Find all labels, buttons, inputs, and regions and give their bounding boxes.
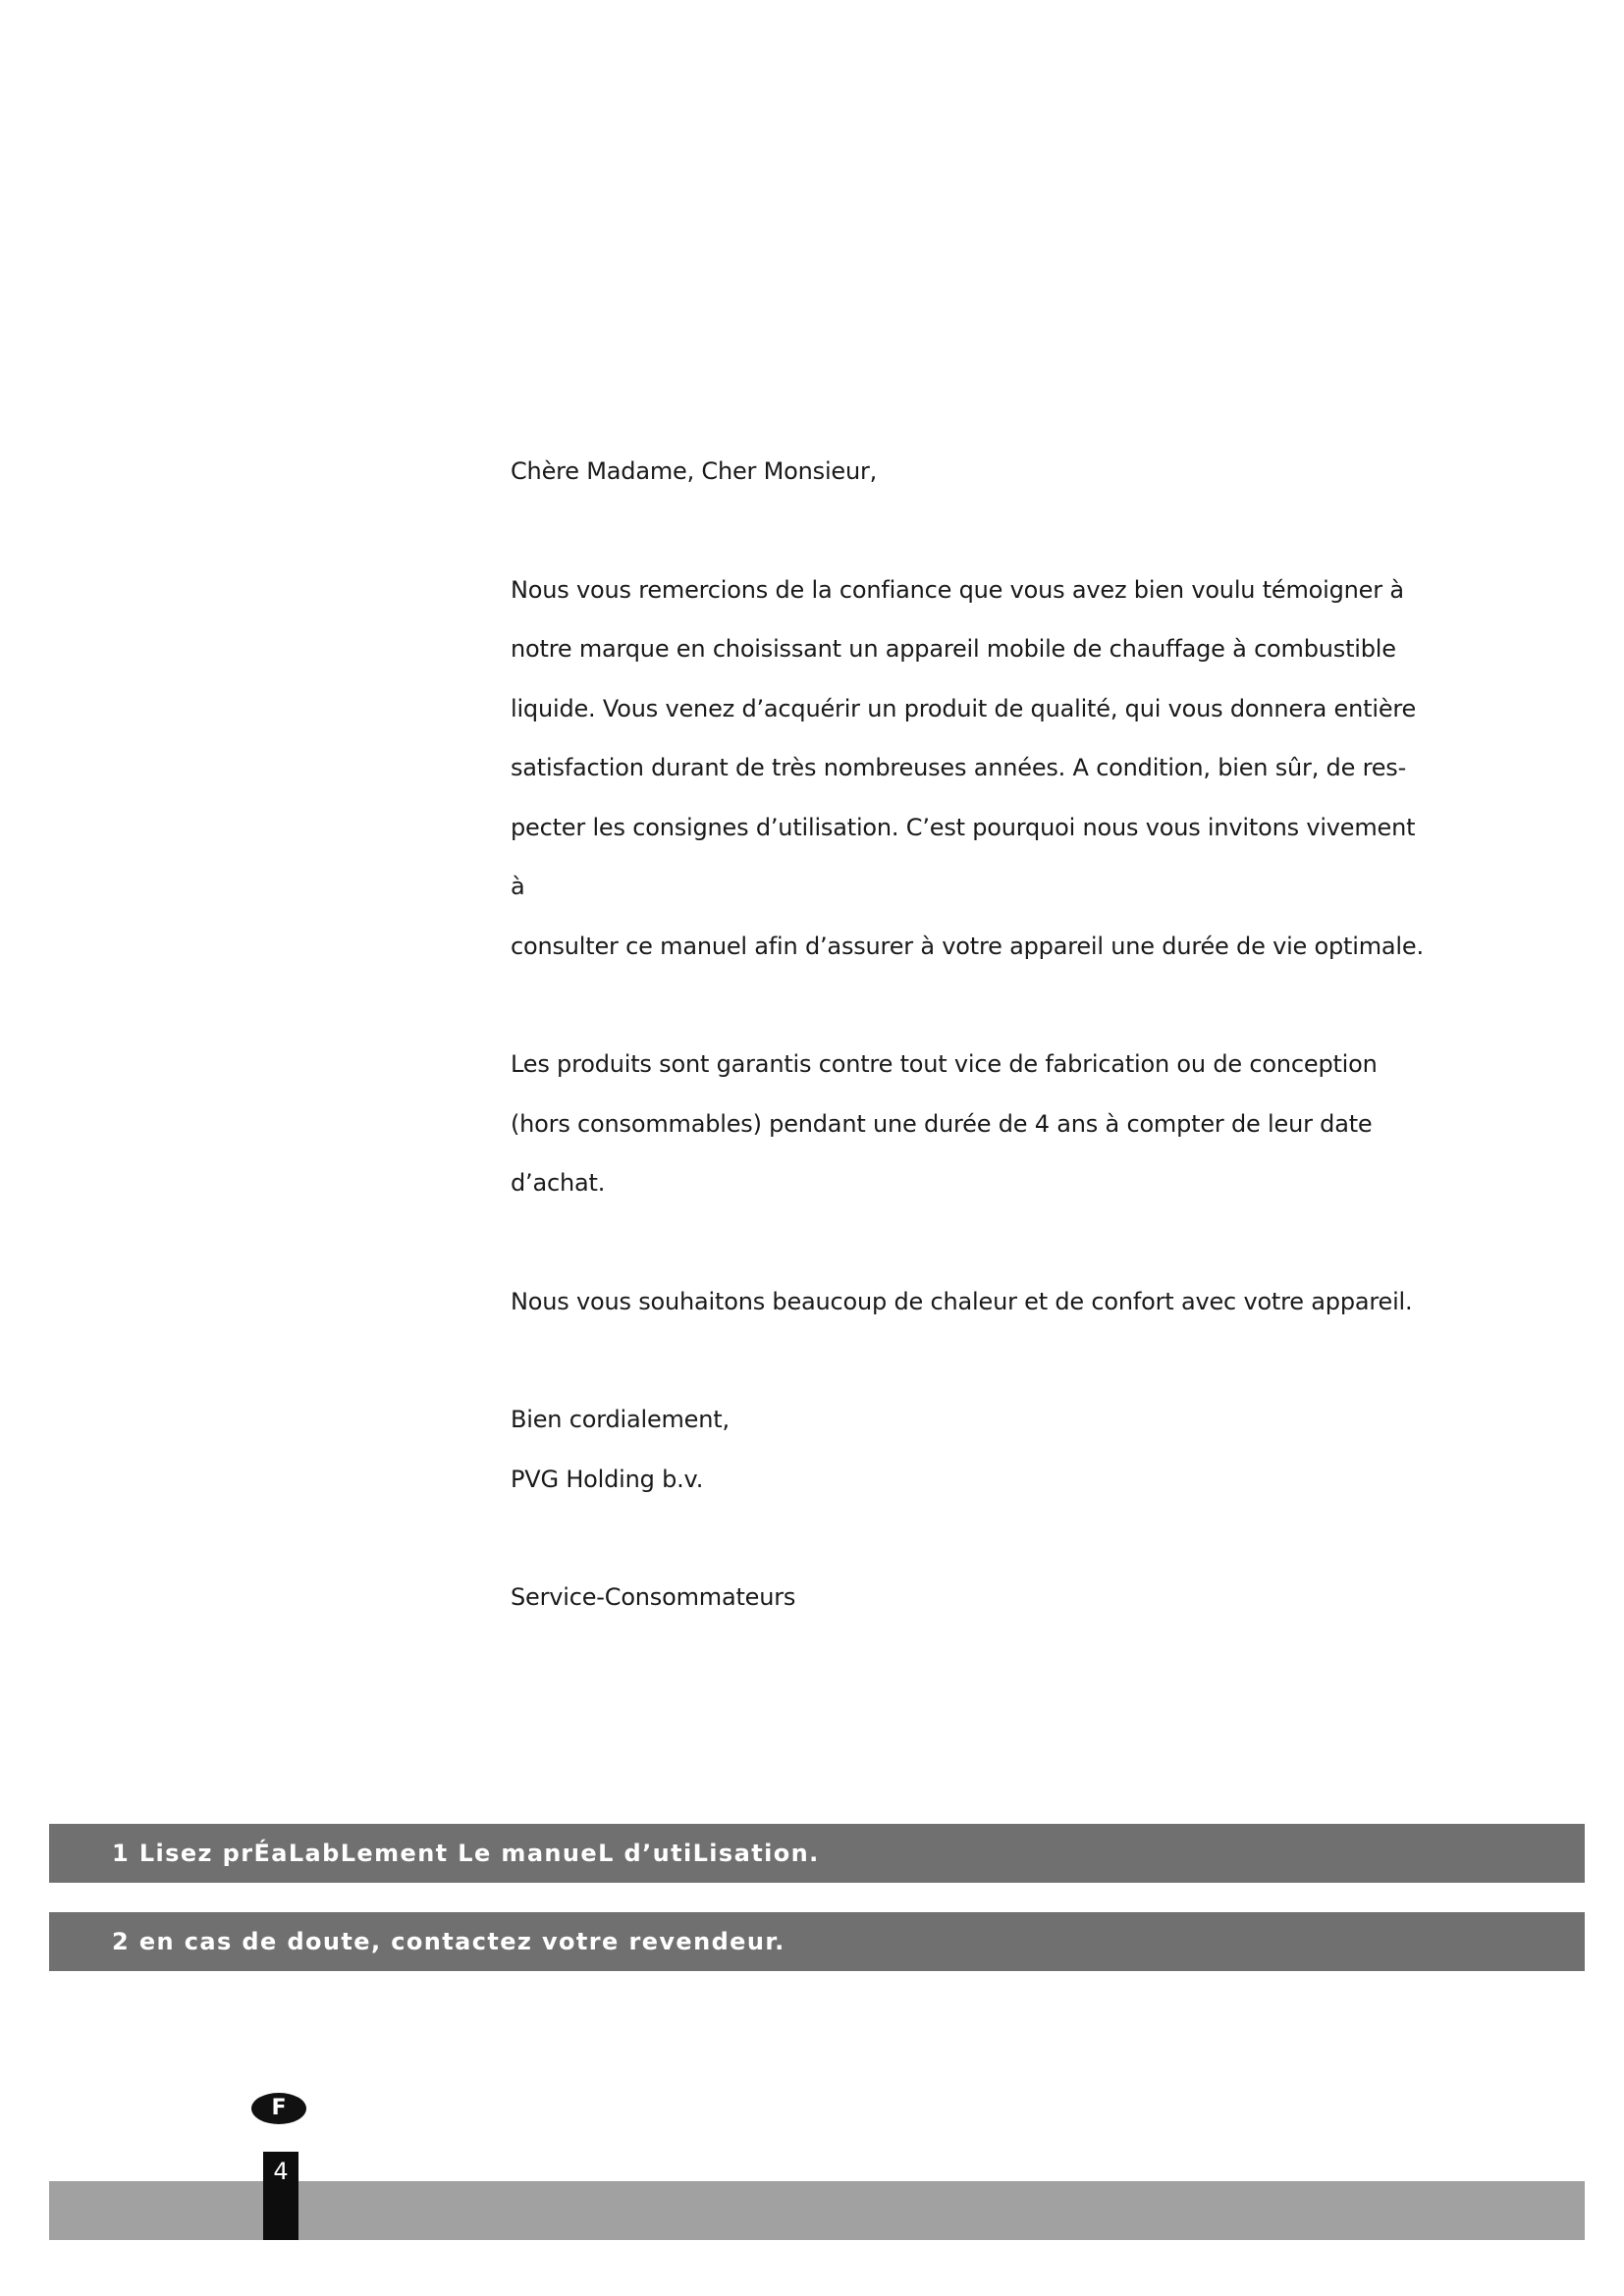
salutation: Chère Madame, Cher Monsieur, [511,457,878,485]
paragraph-line: (hors consommables) pendant une durée de 4 ans à compter de leur date [511,1109,1373,1138]
paragraph-line: satisfaction durant de très nombreuses années. A condition, bien sûr, de res- [511,754,1407,781]
paragraph-line: Les produits sont garantis contre tout vice de fabrication ou de conception [511,1050,1378,1078]
notice-banner-contact-dealer: 2 en cas de doute, contactez votre revendeur. [49,1912,1585,1971]
language-badge: F [251,2093,306,2124]
paragraph-line: notre marque en choisissant un appareil mobile de chauffage à combustible [511,635,1396,663]
company-name: PVG Holding b.v. [511,1465,704,1493]
paragraph-line: consulter ce manuel afin d’assurer à votre appareil une durée de vie optimale. [511,932,1424,960]
paragraph-thanks [511,561,1424,977]
paragraph-wishes: Nous vous souhaitons beaucoup de chaleur et de confort avec votre appareil. [511,1287,1413,1315]
page-number: 4 [263,2152,298,2240]
closing: Bien cordialement, [511,1406,730,1433]
letter-body [511,442,1424,1628]
department: Service-Consommateurs [511,1583,796,1611]
paragraph-line: pecter les consignes d’utilisation. C’est pourquoi nous vous invitons vivement à [511,813,1416,900]
paragraph-line: Nous vous remercions de la confiance que vous avez bien voulu témoigner à [511,575,1404,604]
paragraph-line: d’achat. [511,1169,606,1197]
notice-banner-read-manual: 1 Lisez prÉaLabLement Le manueL d’utiLisation. [49,1824,1585,1883]
paragraph-warranty [511,1035,1424,1213]
paragraph-line: liquide. Vous venez d’acquérir un produit de qualité, qui vous donnera entière [511,694,1417,722]
